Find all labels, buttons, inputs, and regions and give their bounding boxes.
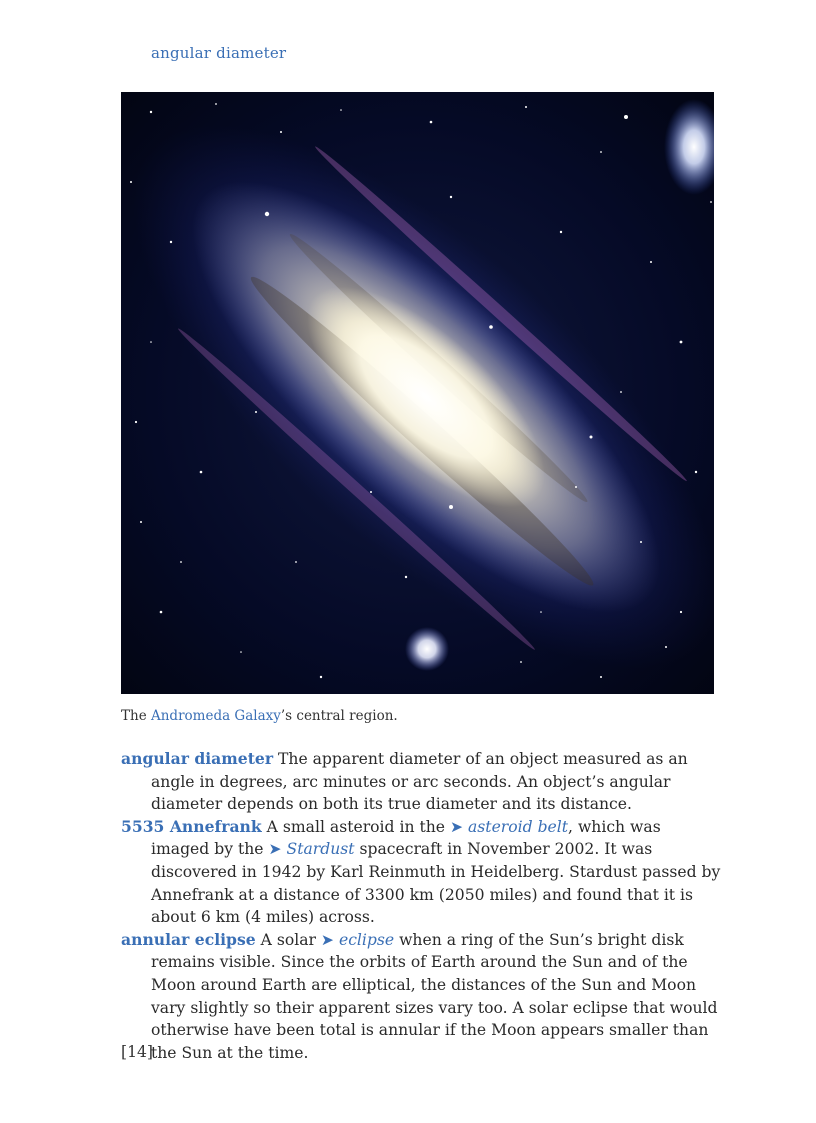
headword: annular eclipse <box>121 929 256 949</box>
cross-reference-eclipse[interactable]: eclipse <box>338 930 395 949</box>
entry-annular-eclipse <box>121 929 721 1065</box>
cross-reference-asteroid-belt[interactable]: asteroid belt <box>468 817 569 836</box>
cross-reference-arrow-icon: ➤ <box>449 817 464 836</box>
page-number: [14] <box>121 1043 154 1061</box>
andromeda-galaxy-photo <box>121 92 714 694</box>
entry-angular-diameter <box>121 748 721 816</box>
definition-text: when a ring of the Sun’s bright disk remains visible. Since the orbits of Earth around the Sun and of the Moon around Earth are elliptical, the distances of the Sun and Moon vary slightly so their apparent sizes vary too. A solar eclipse that would otherwise have been total is annular if the Moon appears smaller than the Sun at the time. <box>151 930 718 1062</box>
definition-text: , which was imaged by the <box>151 817 661 859</box>
caption-text-after: ’s central region. <box>280 708 398 724</box>
dictionary-entries <box>121 748 721 1064</box>
entry-5535-annefrank <box>121 816 721 929</box>
headword: 5535 Annefrank <box>121 816 262 836</box>
caption-text-before: The <box>121 708 151 724</box>
andromeda-galaxy-link[interactable]: Andromeda Galaxy <box>150 708 281 724</box>
cross-reference-arrow-icon: ➤ <box>320 930 334 949</box>
definition-text: The apparent diameter of an object measured as an angle in degrees, arc minutes or arc seconds. An object’s angular diameter depends on both its true diameter and its distance. <box>151 750 688 814</box>
headword: angular diameter <box>121 749 274 768</box>
definition-text: A solar <box>255 930 321 949</box>
figure-caption <box>121 708 398 724</box>
cross-reference-arrow-icon: ➤ <box>268 840 282 859</box>
cross-reference-stardust[interactable]: Stardust <box>286 840 355 859</box>
running-head: angular diameter <box>151 44 287 62</box>
definition-text: A small asteroid in the <box>261 817 450 836</box>
definition-text: spacecraft in November 2002. It was discovered in 1942 by Karl Reinmuth in Heidelberg. Stardust passed by Annefrank at a distance of 3300 km (2050 miles) and found that it is about 6 km (4 miles) across. <box>151 840 721 927</box>
